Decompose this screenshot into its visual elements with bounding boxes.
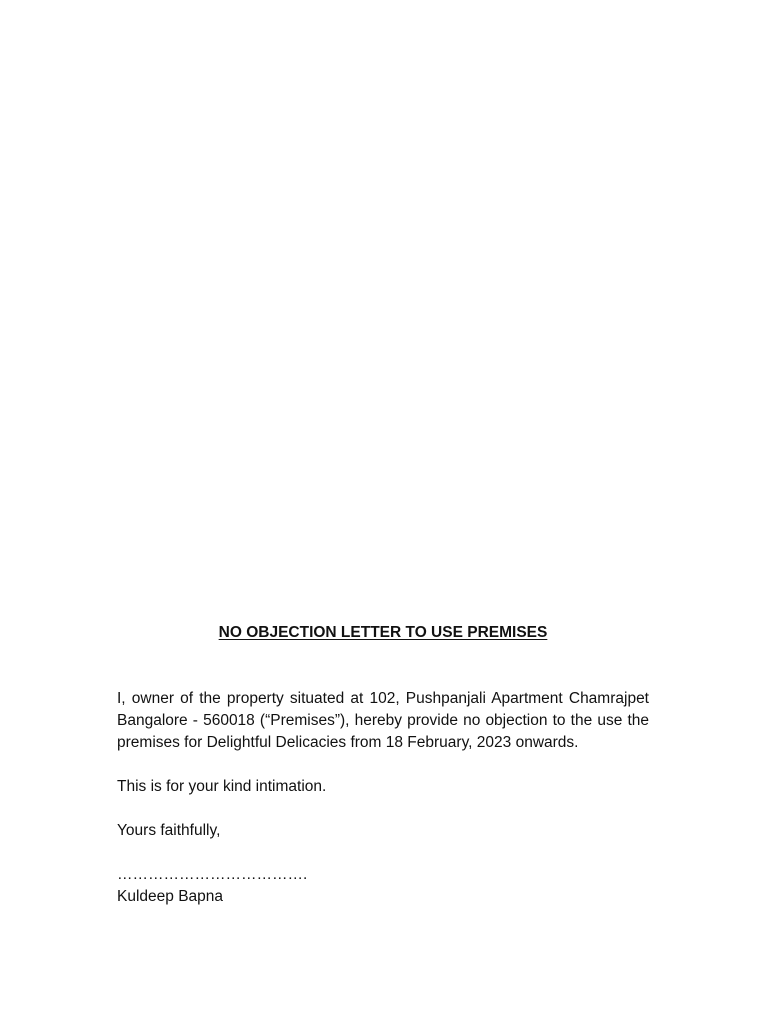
intimation-line: This is for your kind intimation. — [117, 778, 327, 795]
letter-paragraph: I, owner of the property situated at 102, Pushpanjali Apartment Chamrajpet Bangalore - 560018 (“Premises”), hereby provide no objection to the use the premises for Delightful Delicacies from 18 February, 2023 onwards. — [117, 690, 649, 751]
signature-line: ………………………………. — [117, 866, 308, 883]
letter-title: NO OBJECTION LETTER TO USE PREMISES — [218, 624, 548, 641]
closing-salutation: Yours faithfully, — [117, 822, 221, 839]
letter-body — [117, 622, 649, 908]
signatory-name: Kuldeep Bapna — [117, 888, 224, 905]
